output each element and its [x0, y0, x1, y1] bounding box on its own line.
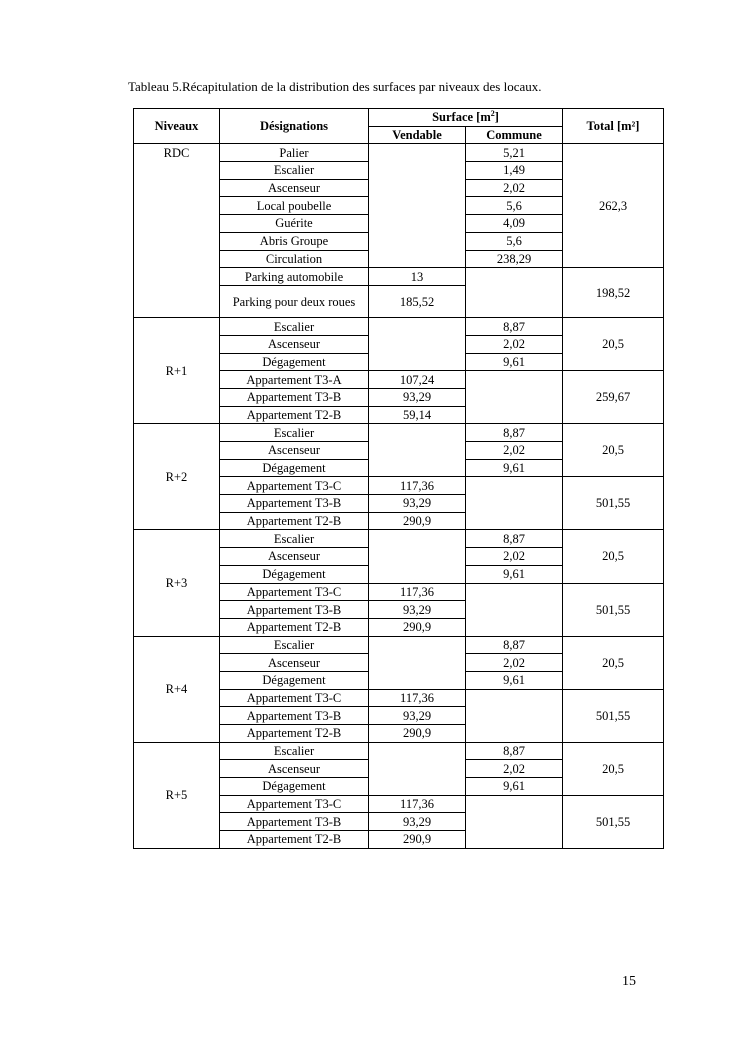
commune-cell: 2,02 [466, 335, 563, 353]
vendable-cell [369, 144, 466, 268]
designation-cell: Ascenseur [220, 654, 369, 672]
commune-cell: 9,61 [466, 565, 563, 583]
table-row [134, 636, 664, 654]
vendable-cell [369, 742, 466, 795]
vendable-cell: 117,36 [369, 477, 466, 495]
vendable-cell: 117,36 [369, 689, 466, 707]
commune-cell [466, 268, 563, 318]
total-cell: 259,67 [563, 371, 664, 424]
commune-cell: 2,02 [466, 548, 563, 566]
designation-cell: Ascenseur [220, 335, 369, 353]
designation-cell: Dégagement [220, 459, 369, 477]
vendable-cell [369, 530, 466, 583]
level-cell: RDC [134, 144, 220, 318]
commune-cell: 8,87 [466, 318, 563, 336]
vendable-cell: 93,29 [369, 813, 466, 831]
designation-cell: Parking pour deux roues [220, 286, 369, 318]
commune-cell: 8,87 [466, 530, 563, 548]
vendable-cell: 117,36 [369, 583, 466, 601]
total-cell: 20,5 [563, 742, 664, 795]
total-cell: 501,55 [563, 583, 664, 636]
commune-cell [466, 477, 563, 530]
designation-cell: Circulation [220, 250, 369, 268]
vendable-cell: 93,29 [369, 707, 466, 725]
vendable-cell: 290,9 [369, 831, 466, 849]
commune-cell: 2,02 [466, 760, 563, 778]
vendable-cell: 13 [369, 268, 466, 286]
designation-cell: Escalier [220, 636, 369, 654]
vendable-cell [369, 318, 466, 371]
designation-cell: Appartement T3-A [220, 371, 369, 389]
commune-cell [466, 689, 563, 742]
designation-cell: Appartement T3-C [220, 795, 369, 813]
designation-cell: Appartement T2-B [220, 618, 369, 636]
vendable-cell [369, 424, 466, 477]
designation-cell: Appartement T2-B [220, 406, 369, 424]
header-niveaux: Niveaux [134, 109, 220, 144]
total-cell: 501,55 [563, 477, 664, 530]
table-row [134, 144, 664, 162]
vendable-cell: 107,24 [369, 371, 466, 389]
designation-cell: Dégagement [220, 778, 369, 796]
vendable-cell: 290,9 [369, 512, 466, 530]
designation-cell: Dégagement [220, 671, 369, 689]
total-cell: 20,5 [563, 636, 664, 689]
designation-cell: Appartement T3-B [220, 495, 369, 513]
commune-cell [466, 583, 563, 636]
header-total: Total [m²] [563, 109, 664, 144]
designation-cell: Ascenseur [220, 760, 369, 778]
commune-cell: 2,02 [466, 654, 563, 672]
designation-cell: Appartement T3-B [220, 388, 369, 406]
commune-cell: 4,09 [466, 215, 563, 233]
level-cell: R+3 [134, 530, 220, 636]
vendable-cell [369, 636, 466, 689]
total-cell: 20,5 [563, 530, 664, 583]
level-cell: R+2 [134, 424, 220, 530]
total-cell: 20,5 [563, 424, 664, 477]
vendable-cell: 93,29 [369, 601, 466, 619]
commune-cell: 238,29 [466, 250, 563, 268]
total-cell: 20,5 [563, 318, 664, 371]
vendable-cell: 117,36 [369, 795, 466, 813]
commune-cell: 5,21 [466, 144, 563, 162]
vendable-cell: 93,29 [369, 495, 466, 513]
commune-cell: 5,6 [466, 232, 563, 250]
header-surface: Surface $[m^2]$ [369, 109, 563, 127]
commune-cell: 8,87 [466, 742, 563, 760]
designation-cell: Appartement T3-C [220, 583, 369, 601]
designation-cell: Parking automobile [220, 268, 369, 286]
commune-cell [466, 795, 563, 848]
designation-cell: Appartement T2-B [220, 725, 369, 743]
designation-cell: Escalier [220, 318, 369, 336]
commune-cell: 5,6 [466, 197, 563, 215]
designation-cell: Escalier [220, 742, 369, 760]
level-cell: R+4 [134, 636, 220, 742]
commune-cell: 9,61 [466, 353, 563, 371]
vendable-cell: 290,9 [369, 725, 466, 743]
designation-cell: Appartement T3-C [220, 689, 369, 707]
designation-cell: Dégagement [220, 353, 369, 371]
designation-cell: Appartement T3-B [220, 813, 369, 831]
surface-table [133, 108, 664, 849]
commune-cell: 9,61 [466, 459, 563, 477]
vendable-cell: 93,29 [369, 388, 466, 406]
vendable-cell: 185,52 [369, 286, 466, 318]
table-row [134, 742, 664, 760]
designation-cell: Escalier [220, 162, 369, 180]
total-cell: 501,55 [563, 795, 664, 848]
page-number: 15 [622, 974, 636, 989]
designation-cell: Appartement T3-B [220, 601, 369, 619]
commune-cell: 9,61 [466, 778, 563, 796]
designation-cell: Ascenseur [220, 442, 369, 460]
vendable-cell: 59,14 [369, 406, 466, 424]
table-caption: Tableau 5.Récapitulation de la distribution des surfaces par niveaux des locaux. [128, 79, 542, 94]
level-cell: R+1 [134, 318, 220, 424]
designation-cell: Ascenseur [220, 548, 369, 566]
commune-cell: 8,87 [466, 424, 563, 442]
designation-cell: Guérite [220, 215, 369, 233]
designation-cell: Escalier [220, 530, 369, 548]
designation-cell: Appartement T2-B [220, 831, 369, 849]
commune-cell: 2,02 [466, 442, 563, 460]
header-designations: Désignations [220, 109, 369, 144]
total-cell: 501,55 [563, 689, 664, 742]
designation-cell: Appartement T2-B [220, 512, 369, 530]
table-row [134, 530, 664, 548]
designation-cell: Ascenseur [220, 179, 369, 197]
commune-cell: 2,02 [466, 179, 563, 197]
vendable-cell: 290,9 [369, 618, 466, 636]
commune-cell [466, 371, 563, 424]
designation-cell: Local poubelle [220, 197, 369, 215]
level-cell: R+5 [134, 742, 220, 848]
table-row [134, 318, 664, 336]
total-cell: 262,3 [563, 144, 664, 268]
designation-cell: Palier [220, 144, 369, 162]
table-row [134, 424, 664, 442]
total-cell: 198,52 [563, 268, 664, 318]
designation-cell: Appartement T3-B [220, 707, 369, 725]
commune-cell: 9,61 [466, 671, 563, 689]
commune-cell: 1,49 [466, 162, 563, 180]
designation-cell: Abris Groupe [220, 232, 369, 250]
commune-cell: 8,87 [466, 636, 563, 654]
designation-cell: Escalier [220, 424, 369, 442]
header-vendable: Vendable [369, 126, 466, 144]
designation-cell: Appartement T3-C [220, 477, 369, 495]
designation-cell: Dégagement [220, 565, 369, 583]
header-commune: Commune [466, 126, 563, 144]
